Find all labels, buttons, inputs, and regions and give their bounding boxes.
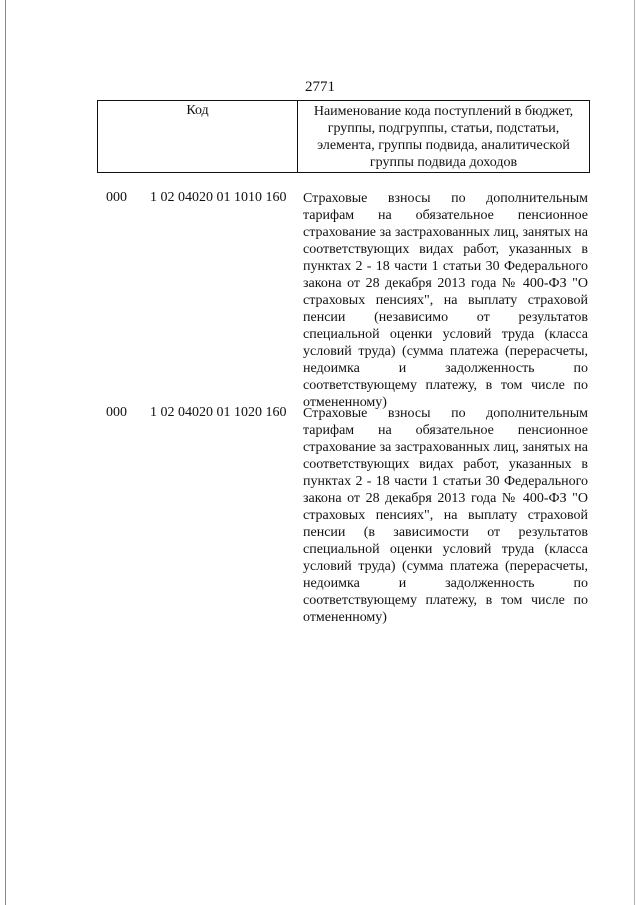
row-revenue-code: 1 02 04020 01 1020 160 — [150, 405, 287, 420]
row-revenue-code: 1 02 04020 01 1010 160 — [150, 190, 287, 205]
page-edge-right — [634, 0, 635, 905]
header-code-column: Код — [98, 101, 298, 172]
row-admin-code: 000 — [106, 190, 127, 205]
page-edge-left — [5, 0, 6, 905]
row-description: Страховые взносы по дополнительным тарифам на обязательное пенсионное страхование за застрахованных лиц, занятых на соответствующих видах работ, указанных в пунктах 2 - 18 части 1 статьи 30 Федерального закона от 28 декабря 2013 года № 400-ФЗ "О страховых пенсиях", на выплату страховой пенсии (в зависимости от результатов специальной оценки условий труда (класса условий труда) (сумма платежа (перерасчеты, недоимка и задолженность по соответствующему платежу, в том числе по отмененному) — [303, 406, 588, 625]
page-number: 2771 — [305, 79, 335, 95]
table-header — [97, 100, 590, 173]
row-admin-code: 000 — [106, 405, 127, 420]
row-description: Страховые взносы по дополнительным тарифам на обязательное пенсионное страхование за застрахованных лиц, занятых на соответствующих видах работ, указанных в пунктах 2 - 18 части 1 статьи 30 Федерального закона от 28 декабря 2013 года № 400-ФЗ "О страховых пенсиях", на выплату страховой пенсии (независимо от результатов специальной оценки условий труда (класса условий труда) (сумма платежа (перерасчеты, недоимка и задолженность по соответствующему платежу, в том числе по отмененному) — [303, 191, 588, 410]
header-name-column: Наименование кода поступлений в бюджет, группы, подгруппы, статьи, подстатьи, элемента, группы подвида, аналитической группы подвида доходов — [313, 104, 574, 170]
